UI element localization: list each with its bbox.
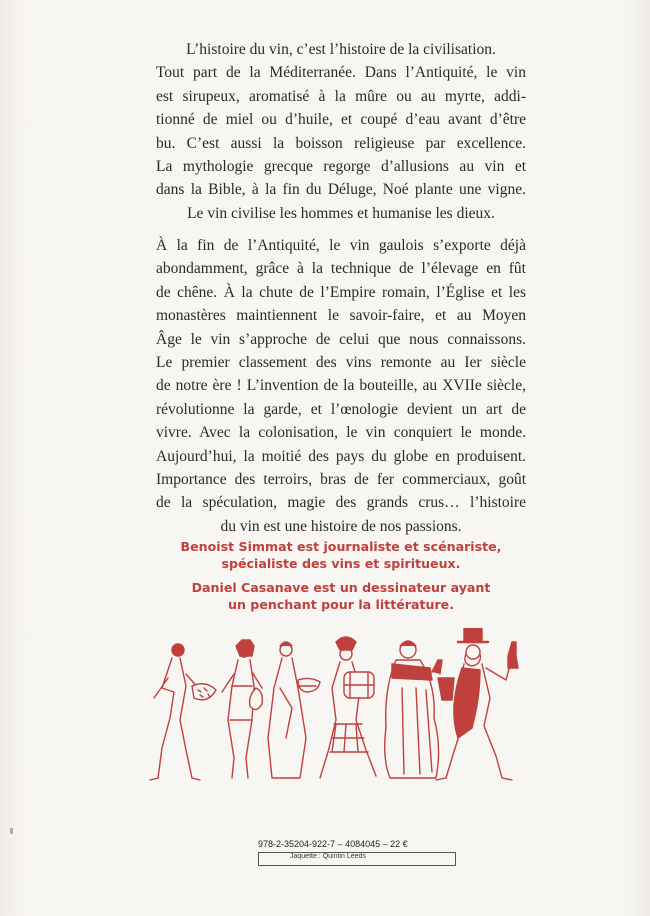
greek-woman-figure [268, 642, 320, 778]
text-line: L’histoire du vin, c’est l’histoire de la civilisation. [186, 41, 496, 58]
text-line: dans la Bible, à la fin du Déluge, Noé plante une vigne. [156, 181, 526, 199]
text-line: est sirupeux, aromatisé à la mûre ou au myrte, addi- [156, 87, 526, 105]
text-line: Importance des terroirs, bras de fer commerciaux, goût [156, 471, 526, 489]
text-line: Tout part de la Méditerranée. Dans l’Antiquité, le vin [156, 64, 526, 82]
text-line: de notre ère ! L’invention de la bouteille, au XVIIe siècle, [156, 377, 526, 395]
intro-paragraph [156, 38, 526, 225]
text-line: La mythologie grecque regorge d’allusions au vin et [156, 158, 526, 176]
egyptian-figure [222, 640, 262, 778]
text-line: tionné de miel ou d’huile, et coupé d’eau avant d’être [156, 111, 526, 129]
author-bio-line: spécialiste des vins et spiritueux. [221, 556, 461, 571]
monk-figure [385, 641, 454, 778]
wine-figures-illustration [140, 628, 540, 798]
dandy-figure [436, 628, 518, 780]
text-line: Le premier classement des vins remonte au Ier siècle [156, 354, 526, 372]
artist-bio [156, 579, 526, 613]
artist-bio-line: un penchant pour la littérature. [227, 597, 454, 612]
isbn-price-line: 978-2-35204-922-7 – 4084045 – 22 € [258, 839, 408, 849]
cover-credit: Jaquette : Quintin Leeds [290, 853, 366, 860]
text-line: À la fin de l’Antiquité, le vin gaulois s’exporte déjà [156, 237, 526, 254]
scan-mark [10, 828, 13, 834]
text-line: bu. C’est aussi la boisson religieuse par excellence. [156, 134, 526, 152]
history-paragraph [156, 234, 526, 538]
text-line: vivre. Avec la colonisation, le vin conquiert le monde. [156, 424, 526, 442]
text-line: du vin est une histoire de nos passions. [220, 517, 462, 535]
text-line: révolutionne la garde, et l’œnologie devient un art de [156, 400, 526, 418]
text-line: abondamment, grâce à la technique de l’élevage en fût [156, 260, 526, 278]
caveman-figure [150, 644, 216, 780]
author-bio-line: Benoist Simmat est journaliste et scénariste, [180, 539, 502, 554]
text-line: Aujourd’hui, la moitié des pays du globe en produisent. [156, 447, 526, 465]
text-line: monastères maintiennent le savoir-faire, et au Moyen [156, 307, 526, 325]
text-line: Le vin civilise les hommes et humanise les dieux. [187, 204, 495, 222]
barrel-carrier-figure [320, 637, 376, 778]
text-line: de la spéculation, magie des grands crus… l’histoire [156, 494, 526, 512]
artist-bio-line: Daniel Casanave est un dessinateur ayant [191, 580, 491, 595]
author-bio [156, 538, 526, 572]
text-line: Âge le vin s’approche de celui que nous connaissons. [156, 330, 526, 348]
text-line: de chêne. À la chute de l’Empire romain, l’Église et les [156, 283, 526, 301]
